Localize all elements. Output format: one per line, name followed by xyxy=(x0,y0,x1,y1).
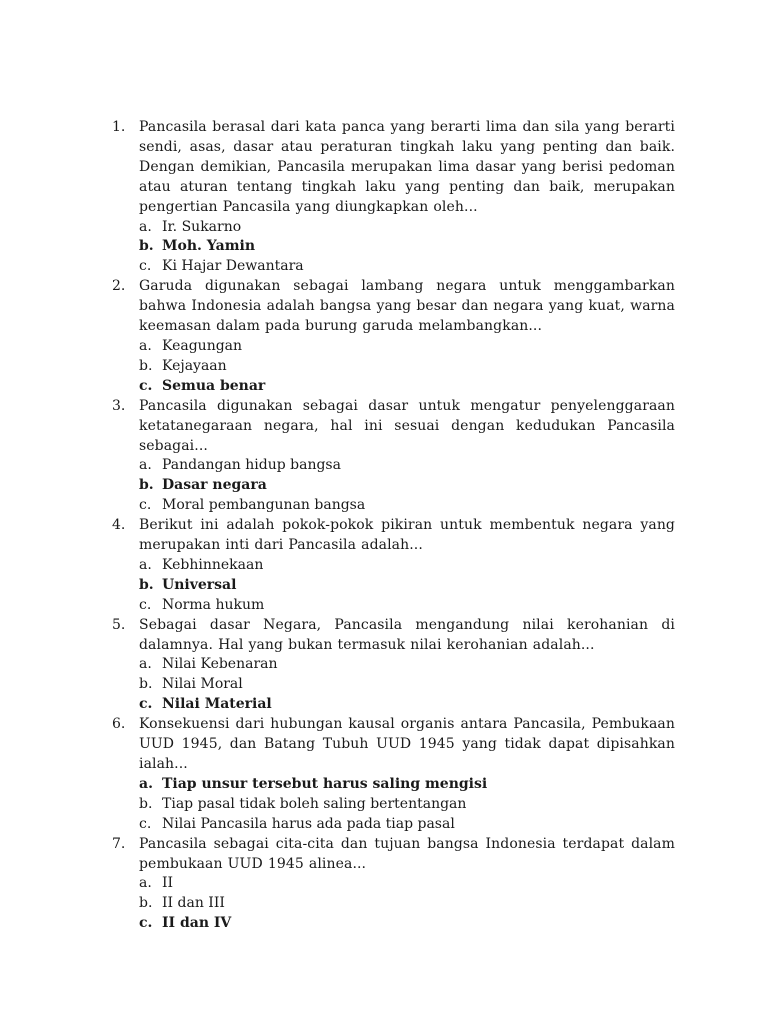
question-number: 4. xyxy=(112,517,126,534)
option-c-answer xyxy=(139,914,675,934)
option-letter: a. xyxy=(139,337,152,354)
option-c xyxy=(139,815,675,835)
option-text: Pandangan hidup bangsa xyxy=(162,457,341,474)
option-list xyxy=(139,456,675,516)
option-list xyxy=(139,556,675,616)
question-number: 3. xyxy=(112,397,126,414)
option-b xyxy=(139,894,675,914)
option-letter: c. xyxy=(139,815,152,832)
option-letter: b. xyxy=(139,357,153,374)
option-text: Keagungan xyxy=(162,337,243,354)
option-b-answer xyxy=(139,237,675,257)
option-text: Ki Hajar Dewantara xyxy=(162,258,304,275)
option-a xyxy=(139,456,675,476)
question-text: Garuda digunakan sebagai lambang negara untuk menggambarkan bahwa Indonesia adalah bangsa yang besar dan negara yang kuat, warna keemasan dalam pada burung garuda melambangkan... xyxy=(139,278,675,335)
question-number: 2. xyxy=(112,278,126,295)
question-list xyxy=(112,118,675,934)
option-text: Semua benar xyxy=(162,377,266,394)
option-letter: b. xyxy=(139,795,153,812)
option-b xyxy=(139,357,675,377)
option-text: Kejayaan xyxy=(162,357,227,374)
option-text: Moh. Yamin xyxy=(162,238,256,255)
option-letter: a. xyxy=(139,875,152,892)
question-text: Pancasila digunakan sebagai dasar untuk mengatur penyelenggaraan ketatanegaraan negara, hal ini sesuai dengan kedudukan Pancasila sebagai... xyxy=(139,397,675,454)
option-b xyxy=(139,795,675,815)
option-text: Moral pembangunan bangsa xyxy=(162,497,366,514)
question-3 xyxy=(112,397,675,516)
option-text: Nilai Moral xyxy=(162,676,243,693)
option-text: II xyxy=(162,875,174,892)
option-b-answer xyxy=(139,576,675,596)
option-list xyxy=(139,337,675,397)
option-c xyxy=(139,257,675,277)
option-text: Ir. Sukarno xyxy=(162,218,242,235)
option-letter: a. xyxy=(139,218,152,235)
option-text: Tiap pasal tidak boleh saling bertentangan xyxy=(162,795,467,812)
option-a-answer xyxy=(139,775,675,795)
question-4 xyxy=(112,516,675,616)
question-7 xyxy=(112,835,675,935)
question-number: 5. xyxy=(112,616,126,633)
option-letter: a. xyxy=(139,457,152,474)
option-list xyxy=(139,218,675,278)
option-letter: c. xyxy=(139,915,153,932)
option-b xyxy=(139,675,675,695)
option-letter: c. xyxy=(139,696,153,713)
option-letter: c. xyxy=(139,377,153,394)
question-2 xyxy=(112,277,675,396)
option-letter: c. xyxy=(139,596,152,613)
option-a xyxy=(139,337,675,357)
question-6 xyxy=(112,715,675,834)
option-letter: a. xyxy=(139,656,152,673)
question-text: Konsekuensi dari hubungan kausal organis antara Pancasila, Pembukaan UUD 1945, dan Batang Tubuh UUD 1945 yang tidak dapat dipisahkan ialah... xyxy=(139,716,675,772)
option-c xyxy=(139,596,675,616)
option-a xyxy=(139,218,675,238)
question-text: Berikut ini adalah pokok-pokok pikiran untuk membentuk negara yang merupakan inti dari Pancasila adalah... xyxy=(139,517,675,554)
question-number: 1. xyxy=(112,119,126,135)
question-5 xyxy=(112,616,675,716)
question-1 xyxy=(112,118,675,277)
question-text: Pancasila berasal dari kata panca yang berarti lima dan sila yang berarti sendi, asas, dasar atau peraturan tingkah laku yang penting dan baik. Dengan demikian, Pancasila merupakan lima dasar yang berisi pedoman atau aturan tentang tingkah laku yang penting dan baik, merupakan pengertian Pancasila yang diungkapkan oleh... xyxy=(139,119,675,215)
question-number: 6. xyxy=(112,716,126,733)
option-text: Universal xyxy=(162,576,237,593)
option-list xyxy=(139,655,675,715)
option-text: II dan III xyxy=(162,895,225,912)
question-text: Pancasila sebagai cita-cita dan tujuan bangsa Indonesia terdapat dalam pembukaan UUD 1945 alinea... xyxy=(139,835,675,872)
option-letter: b. xyxy=(139,895,153,912)
option-b-answer xyxy=(139,476,675,496)
option-c xyxy=(139,496,675,516)
option-a xyxy=(139,874,675,894)
option-letter: b. xyxy=(139,576,154,593)
option-text: Tiap unsur tersebut harus saling mengisi xyxy=(162,775,488,792)
option-a xyxy=(139,556,675,576)
option-letter: b. xyxy=(139,676,153,693)
option-letter: c. xyxy=(139,258,152,275)
option-letter: a. xyxy=(139,775,153,792)
option-letter: b. xyxy=(139,238,154,255)
option-text: Nilai Kebenaran xyxy=(162,656,278,673)
option-c-answer xyxy=(139,377,675,397)
option-c-answer xyxy=(139,695,675,715)
option-list xyxy=(139,775,675,835)
option-letter: b. xyxy=(139,477,154,494)
option-a xyxy=(139,655,675,675)
option-text: Dasar negara xyxy=(162,477,267,494)
question-number: 7. xyxy=(112,835,126,852)
option-letter: a. xyxy=(139,556,152,573)
option-letter: c. xyxy=(139,497,152,514)
option-list xyxy=(139,874,675,934)
option-text: Nilai Pancasila harus ada pada tiap pasal xyxy=(162,815,455,832)
option-text: Norma hukum xyxy=(162,596,265,613)
option-text: Kebhinnekaan xyxy=(162,556,264,573)
option-text: Nilai Material xyxy=(162,696,272,713)
option-text: II dan IV xyxy=(162,915,232,932)
question-text: Sebagai dasar Negara, Pancasila mengandung nilai kerohanian di dalamnya. Hal yang bukan termasuk nilai kerohanian adalah... xyxy=(139,616,675,653)
